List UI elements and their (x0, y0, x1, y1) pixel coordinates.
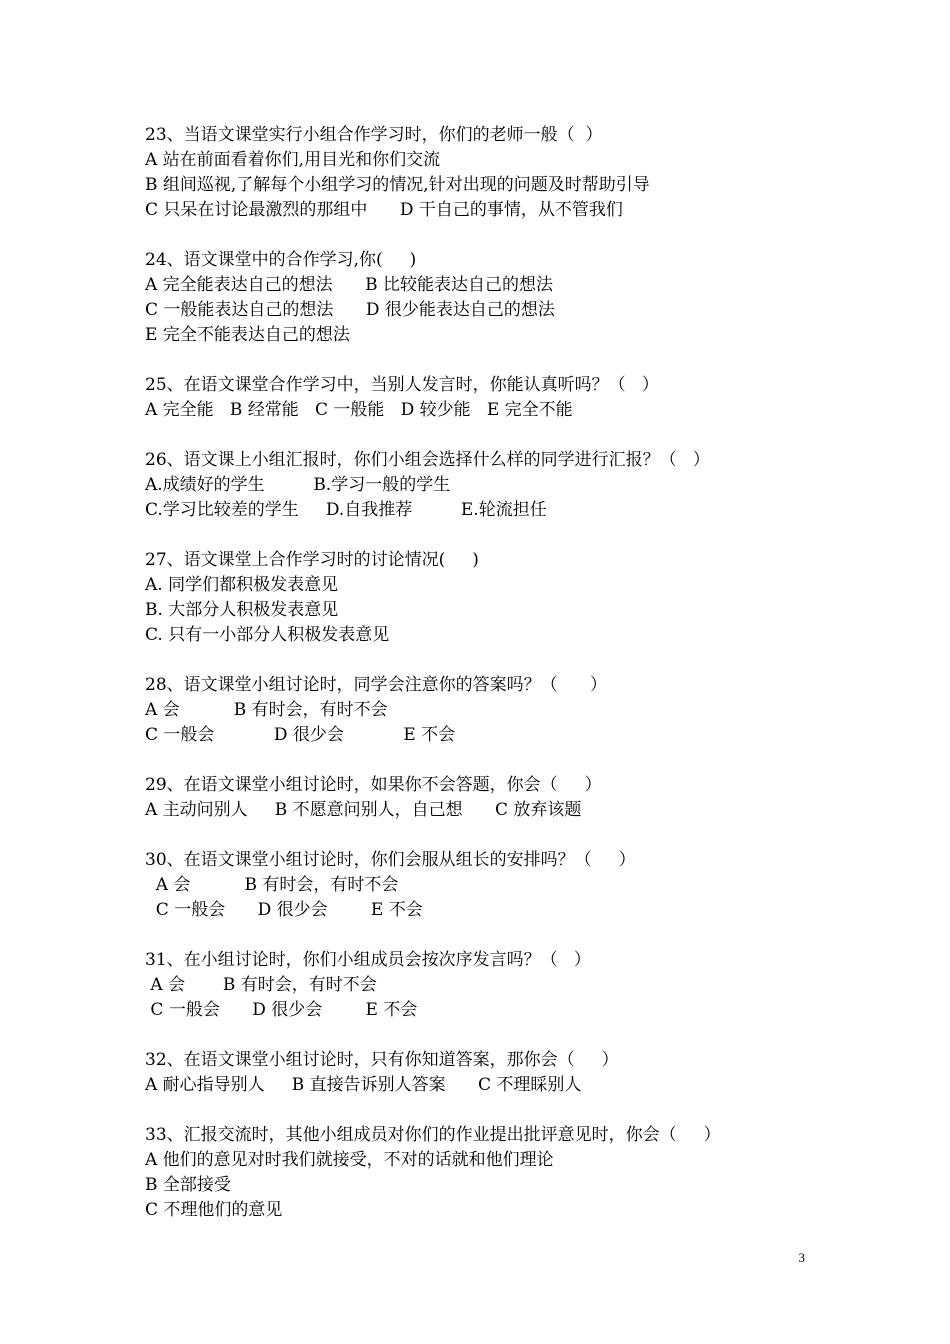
answer-option: A 他们的意见对时我们就接受，不对的话就和他们理论 (145, 1150, 554, 1170)
question-27 (145, 548, 845, 648)
answer-option: A 完全能 B 经常能 C 一般能 D 较少能 E 完全不能 (145, 400, 573, 420)
question-31 (145, 948, 845, 1023)
question-prompt: 27、语文课堂上合作学习时的讨论情况( ) (145, 550, 479, 570)
answer-option: C 一般能表达自己的想法 D 很少能表达自己的想法 (145, 300, 555, 320)
question-26 (145, 448, 845, 523)
question-prompt: 26、语文课上小组汇报时，你们小组会选择什么样的同学进行汇报？（ ） (145, 450, 710, 470)
answer-option: A. 同学们都积极发表意见 (145, 575, 339, 595)
question-30 (145, 848, 845, 923)
answer-option: A 耐心指导别人 B 直接告诉别人答案 C 不理睬别人 (145, 1075, 582, 1095)
answer-option: A 站在前面看着你们,用目光和你们交流 (145, 150, 441, 170)
question-prompt: 30、在语文课堂小组讨论时，你们会服从组长的安排吗？（ ） (145, 850, 636, 870)
question-prompt: 32、在语文课堂小组讨论时，只有你知道答案，那你会（ ） (145, 1050, 619, 1070)
question-prompt: 29、在语文课堂小组讨论时，如果你不会答题，你会（ ） (145, 775, 602, 795)
answer-option: E 完全不能表达自己的想法 (145, 325, 350, 345)
answer-option: A.成绩好的学生 B.学习一般的学生 (145, 475, 451, 495)
question-23 (145, 123, 845, 223)
answer-option: C 一般会 D 很少会 E 不会 (145, 1000, 418, 1020)
page-number: 3 (798, 1250, 805, 1265)
question-prompt: 23、当语文课堂实行小组合作学习时，你们的老师一般（ ） (145, 125, 603, 145)
question-prompt: 28、语文课堂小组讨论时，同学会注意你的答案吗？（ ） (145, 675, 608, 695)
answer-option: A 会 B 有时会，有时不会 (145, 875, 399, 895)
answer-option: C 一般会 D 很少会 E 不会 (145, 725, 456, 745)
answer-option: A 主动问别人 B 不愿意问别人，自己想 C 放弃该题 (145, 800, 582, 820)
answer-option: B 全部接受 (145, 1175, 231, 1195)
answer-option: A 会 B 有时会，有时不会 (145, 975, 377, 995)
question-29 (145, 773, 845, 823)
question-prompt: 25、在语文课堂合作学习中，当别人发言时，你能认真听吗？（ ） (145, 375, 659, 395)
answer-option: C 不理他们的意见 (145, 1200, 283, 1220)
question-28 (145, 673, 845, 748)
question-33 (145, 1123, 845, 1223)
question-25 (145, 373, 845, 423)
answer-option: A 会 B 有时会，有时不会 (145, 700, 388, 720)
answer-option: C. 只有一小部分人积极发表意见 (145, 625, 390, 645)
answer-option: A 完全能表达自己的想法 B 比较能表达自己的想法 (145, 275, 553, 295)
answer-option: C 一般会 D 很少会 E 不会 (145, 900, 423, 920)
question-32 (145, 1048, 845, 1098)
question-prompt: 33、汇报交流时，其他小组成员对你们的作业提出批评意见时，你会（ ） (145, 1125, 721, 1145)
answer-option: C 只呆在讨论最激烈的那组中 D 干自己的事情，从不管我们 (145, 200, 623, 220)
question-prompt: 31、在小组讨论时，你们小组成员会按次序发言吗？（ ） (145, 950, 591, 970)
answer-option: C.学习比较差的学生 D.自我推荐 E.轮流担任 (145, 500, 547, 520)
question-list (145, 123, 845, 1248)
answer-option: B. 大部分人积极发表意见 (145, 600, 339, 620)
question-prompt: 24、语文课堂中的合作学习,你( ) (145, 250, 417, 270)
answer-option: B 组间巡视,了解每个小组学习的情况,针对出现的问题及时帮助引导 (145, 175, 650, 195)
question-24 (145, 248, 845, 348)
